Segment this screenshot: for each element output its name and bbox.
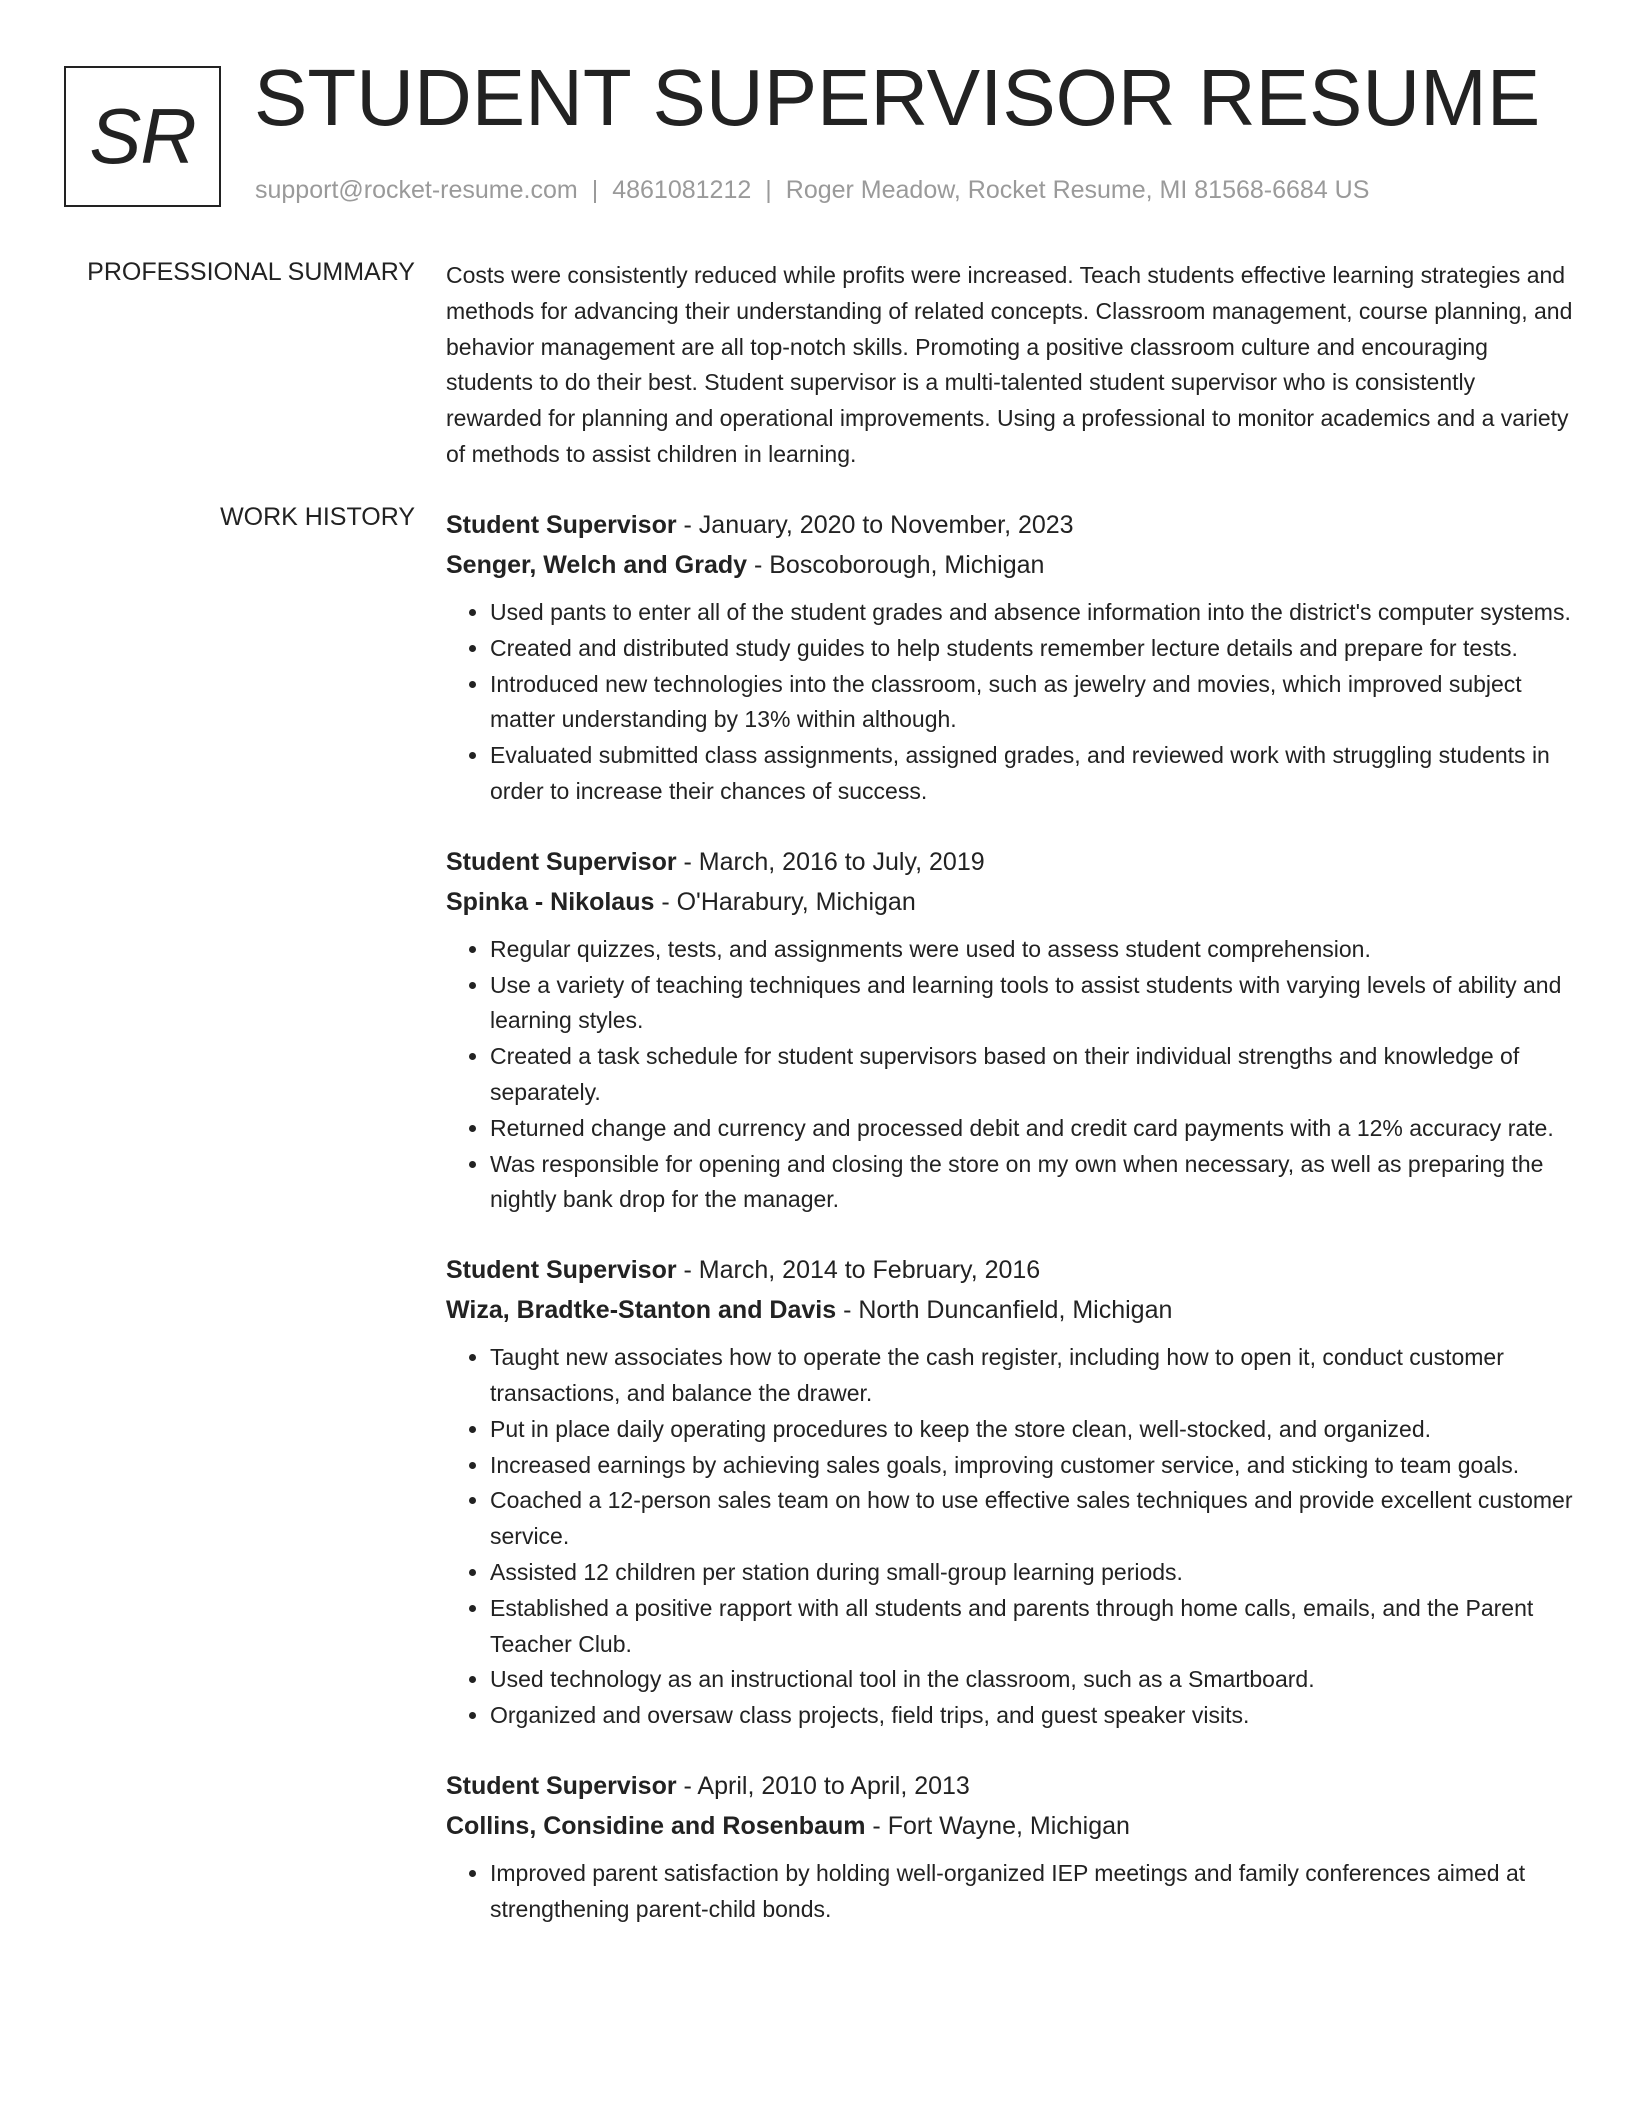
contact-address: Roger Meadow, Rocket Resume, MI 81568-6684 US (785, 176, 1370, 204)
job-bullet: • Was responsible for opening and closing the store on my own when necessary, as well as preparing the nightly bank drop for the manager. (490, 1147, 1576, 1219)
job-bullet: • Coached a 12-person sales team on how to use effective sales techniques and provide excellent customer service. (490, 1483, 1576, 1555)
job-bullet: • Organized and oversaw class projects, field trips, and guest speaker visits. (490, 1698, 1576, 1734)
job-title-line (446, 505, 1576, 545)
job-location: - North Duncanfield, Michigan (836, 1296, 1173, 1325)
job-dates: - March, 2014 to February, 2016 (676, 1256, 1041, 1285)
job-bullet: • Established a positive rapport with all students and parents through home calls, emails, and the Parent Teacher Club. (490, 1591, 1576, 1663)
job-entry (446, 842, 1576, 1218)
job-entry (446, 1250, 1576, 1734)
job-bullet: • Put in place daily operating procedures to keep the store clean, well-stocked, and organized. (490, 1412, 1576, 1448)
job-bullet: • Taught new associates how to operate the cash register, including how to open it, conduct customer transactions, and balance the drawer. (490, 1340, 1576, 1412)
job-company: Senger, Welch and Grady (446, 551, 748, 579)
job-bullet: • Use a variety of teaching techniques and learning tools to assist students with varying levels of ability and learning styles. (490, 968, 1576, 1040)
job-company: Spinka - Nikolaus (446, 887, 655, 916)
job-dates: - January, 2020 to November, 2023 (676, 511, 1074, 539)
job-bullet: • Used technology as an instructional tool in the classroom, such as a Smartboard. (490, 1662, 1576, 1698)
job-entry (446, 1766, 1576, 1928)
job-bullet-list (446, 595, 1576, 810)
job-bullet: • Returned change and currency and processed debit and credit card payments with a 12% accuracy rate. (490, 1111, 1576, 1147)
job-company: Collins, Considine and Rosenbaum (446, 1811, 866, 1840)
job-bullet: • Assisted 12 children per station during small-group learning periods. (490, 1555, 1576, 1591)
job-title: Student Supervisor (446, 1256, 677, 1285)
job-bullet-list (446, 932, 1576, 1218)
job-title-line (446, 1250, 1576, 1290)
job-company-line (446, 1290, 1576, 1330)
job-title-line (446, 1766, 1576, 1806)
work-history-section-label: WORK HISTORY (220, 503, 415, 531)
job-dates: - April, 2010 to April, 2013 (676, 1771, 970, 1800)
monogram-box (64, 66, 221, 207)
job-title: Student Supervisor (446, 1771, 677, 1800)
job-dates: - March, 2016 to July, 2019 (676, 847, 985, 876)
job-location: - O'Harabury, Michigan (654, 887, 916, 916)
job-title: Student Supervisor (446, 847, 677, 876)
contact-email[interactable]: support@rocket-resume.com (255, 176, 578, 204)
job-bullet: • Created and distributed study guides to help students remember lecture details and prepare for tests. (490, 631, 1576, 667)
job-title: Student Supervisor (446, 511, 677, 539)
job-company-line (446, 545, 1576, 585)
job-bullet: • Introduced new technologies into the classroom, such as jewelry and movies, which improved subject matter understanding by 13% within although. (490, 667, 1576, 739)
contact-separator: | (765, 176, 772, 204)
summary-text: Costs were consistently reduced while profits were increased. Teach students effective learning strategies and methods for advancing their understanding of related concepts. Classroom management, course planning, and behavior management are all top-notch skills. Promoting a positive classroom culture and encouraging students to do their best. Student supervisor is a multi-talented student supervisor who is consistently rewarded for planning and operational improvements. Using a professional to monitor academics and a variety of methods to assist children in learning. (446, 262, 1573, 467)
contact-line (255, 176, 1369, 205)
contact-separator: | (591, 176, 599, 204)
work-history-list (446, 505, 1576, 1960)
job-bullet: • Increased earnings by achieving sales goals, improving customer service, and sticking to team goals. (490, 1448, 1576, 1484)
job-bullet: • Created a task schedule for student supervisors based on their individual strengths and knowledge of separately. (490, 1039, 1576, 1111)
summary-section-label: PROFESSIONAL SUMMARY (87, 258, 415, 286)
job-location: - Boscoborough, Michigan (747, 551, 1045, 579)
job-entry (446, 505, 1576, 810)
contact-phone[interactable]: 4861081212 (612, 176, 752, 204)
resume-title: STUDENT SUPERVISOR RESUME (254, 53, 1541, 142)
job-company-line (446, 1806, 1576, 1846)
job-location: - Fort Wayne, Michigan (865, 1811, 1130, 1840)
job-title-line (446, 842, 1576, 882)
job-company-line (446, 882, 1576, 922)
job-bullet: • Used pants to enter all of the student grades and absence information into the district's computer systems. (490, 595, 1576, 631)
job-bullet: • Improved parent satisfaction by holding well-organized IEP meetings and family conferences aimed at strengthening parent-child bonds. (490, 1856, 1576, 1928)
job-bullet: • Regular quizzes, tests, and assignments were used to assess student comprehension. (490, 932, 1576, 968)
job-bullet: • Evaluated submitted class assignments, assigned grades, and reviewed work with struggling students in order to increase their chances of success. (490, 738, 1576, 810)
job-company: Wiza, Bradtke-Stanton and Davis (446, 1296, 837, 1325)
job-bullet-list (446, 1856, 1576, 1928)
job-bullet-list (446, 1340, 1576, 1734)
monogram-initials: SR (89, 92, 196, 180)
